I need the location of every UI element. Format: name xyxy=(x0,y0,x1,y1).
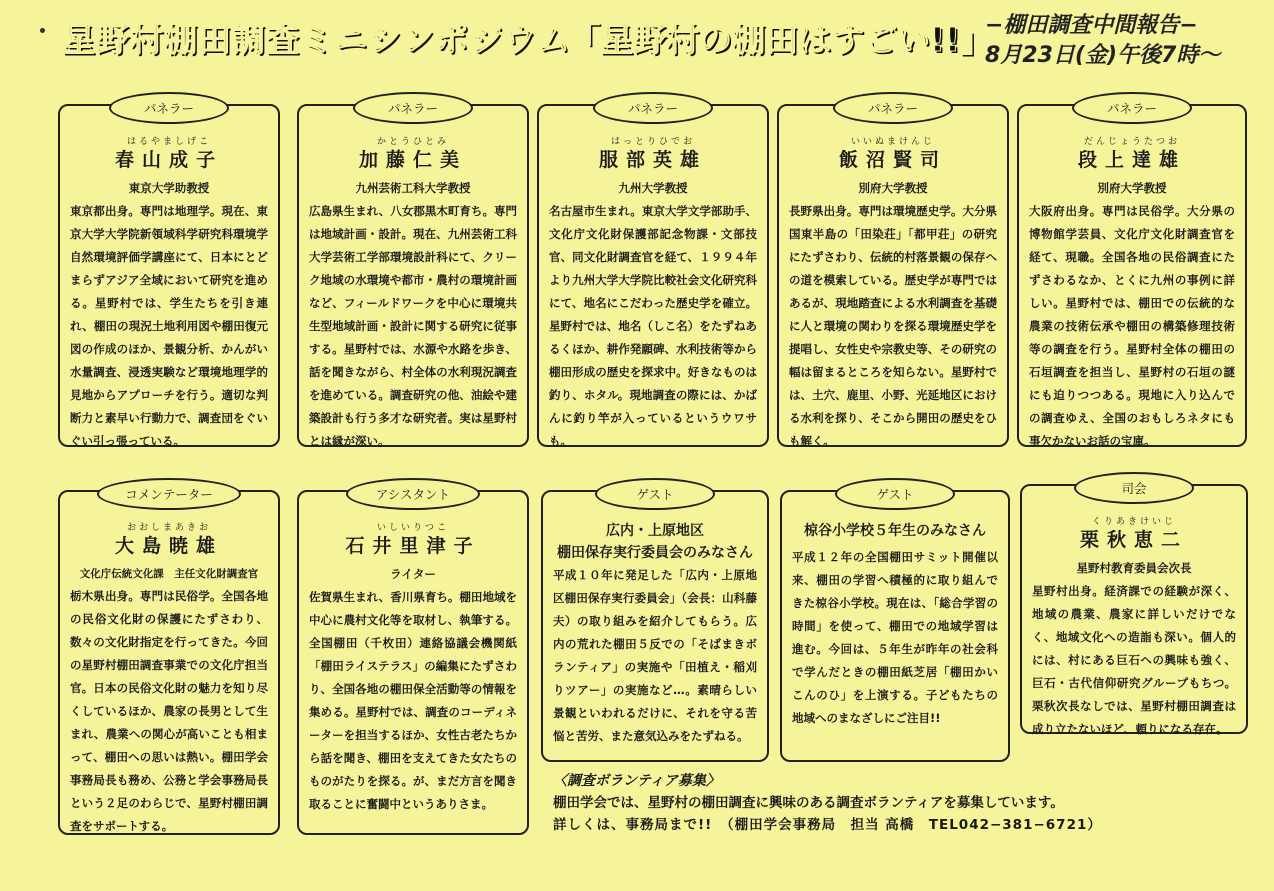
person-name: 大島暁雄 xyxy=(114,535,223,557)
role-label: パネラー xyxy=(593,92,713,124)
name-ruby: おおしまあきお xyxy=(126,523,211,533)
person-name: 春山成子 xyxy=(114,149,223,171)
biography: 平成１０年に発足した「広内・上原地区棚田保存実行委員会」（会長：山科藤夫）の取り組みを紹介してもらう。広内の荒れた棚田５反での「そばまきボランティア」の実施や「田植え・稲刈りツアー」の実施など…。素晴らしい景観といわれるだけに、それを守る苦悩と苦労、また意気込みをたずねる。 xyxy=(553,568,757,743)
panel-card xyxy=(537,101,769,448)
biography: 大阪府出身。専門は民俗学。大分県の博物館学芸員、文化庁文化財調査官を経て、現職。全国各地の民俗調査にたずさわるなか、とくに九州の事例に詳しい。星野村では、棚田での伝統的な農業の技術伝承や棚田の構築修理技術等の調査を行う。星野村全体の棚田の石垣調査を担当し、星野村の石垣の謎にも迫りつつある。現地に入り込んでの調査ゆえ、全国のおもしろネタにも事欠かないお話の宝庫。 xyxy=(1029,204,1235,448)
role-label: ゲスト xyxy=(595,478,715,510)
volunteer-notice xyxy=(553,770,1233,836)
assistant-card xyxy=(297,487,529,835)
biography: 佐賀県生まれ、香川県育ち。棚田地域を中心に農村文化等を取材し、執筆する。全国棚田（千枚田）連絡協議会機関紙「棚田ライステラス」の編集にたずさわり、全国各地の棚田保全活動等の情報を集める。星野村では、調査のコーディネーターを担当するほか、女性古老たちから話を聞き、棚田を支えてきた女たちのものがたりを探る。が、まだ方言を聞き取ることに奮闘中というありさま。 xyxy=(309,590,517,811)
name-ruby: だんじょうたつお xyxy=(1083,137,1180,147)
name-ruby: いいぬまけんじ xyxy=(850,137,935,147)
role-label: ゲスト xyxy=(835,478,955,510)
person-name: 石井里津子 xyxy=(345,535,481,557)
person-name: 栗秋恵二 xyxy=(1079,529,1188,551)
biography: 広島県生まれ、八女郡黒木町育ち。専門は地域計画・設計。現在、九州芸術工科大学芸術工学部環境設計科にて、クリーク地域の水環境や都市・農村の環境計画など、フィールドワークを中心に環境共生型地域計画・設計に関する研究に従事する。星野村では、水源や水路を歩き、話を聞きながら、村全体の水利現況調査を進めている。調査研究の他、油絵や建築設計も行う多才な研究者。実は星野村とは縁が深い。 xyxy=(309,204,517,448)
volunteer-title: 〈調査ボランティア募集〉 xyxy=(553,773,720,789)
guest-card xyxy=(780,487,1010,762)
name-ruby: はっとりひでお xyxy=(610,137,695,147)
moderator-card xyxy=(1020,481,1248,736)
biography: 東京都出身。専門は地理学。現在、東京大学大学院新領域科学研究科環境学自然環境評価学講座にて、日本にとどまらずアジア全域において研究を進める。星野村では、学生たちを引き連れ、棚田の現況土地利用図や棚田復元図の作成のほか、景観分析、かんがい水量調査、浸透実験など環境地理学的見地からアプローチを行う。適切な判断力と素早い行動力で、調査団をぐいぐい引っ張っている。 xyxy=(70,204,268,448)
affiliation: 九州大学教授 xyxy=(618,181,688,195)
guest-card xyxy=(541,487,769,762)
affiliation: 別府大学教授 xyxy=(1097,181,1167,195)
role-label: 司会 xyxy=(1074,472,1194,504)
biography: 名古屋市生まれ。東京大学文学部助手、文化庁文化財保護部記念物課・文部技官、同文化財調査官を経て、１９９４年より九州大学大学院比較社会文化研究科にて、地名にこだわった歴史学を確立。星野村では、地名（しこ名）をたずねあるくほか、耕作発願碑、水利技術等から棚田形成の歴史を探求中。好きなものは釣り、ホタル。現地調査の際には、かばんに釣り竿が入っているというウワサも。 xyxy=(549,204,757,448)
person-name: 服部英雄 xyxy=(598,149,707,171)
volunteer-text: 棚田学会では、星野村の棚田調査に興味のある調査ボランティアを募集しています。 xyxy=(553,795,1064,811)
panel-card xyxy=(777,101,1009,448)
panel-card xyxy=(58,101,280,448)
event-subtitle: 「星野村の棚田はすごい!!」 xyxy=(567,20,994,59)
role-label: パネラー xyxy=(109,92,229,124)
name-ruby: いしいりつこ xyxy=(376,523,449,533)
report-label: −棚田調査中間報告− xyxy=(985,13,1198,38)
event-title: 星野村棚田調査ミニシンポジウム xyxy=(62,20,571,59)
guest-name: 椋谷小学校５年生のみなさん xyxy=(804,523,986,539)
biography: 長野県出身。専門は環境歴史学。大分県国東半島の「田染荘」「都甲荘」の研究にたずさわり、伝統的村落景観の保存への道を模索している。歴史学が専門ではあるが、現地踏査による水利調査を基礎に人と環境の関わりを探る環境歴史学を提唱し、女性史や宗教史等、その研究の幅は留まるところを知らない。星野村では、土穴、鹿里、小野、光延地区における水利を探り、そこから開田の歴史をひも解く。 xyxy=(789,204,997,448)
role-label: パネラー xyxy=(353,92,473,124)
person-name: 飯沼賢司 xyxy=(838,149,947,171)
name-ruby: くりあきけいじ xyxy=(1091,517,1176,527)
biography: 星野村出身。経済課での経験が深く、地域の農業、農家に詳しいだけでなく、地域文化への造詣も深い。個人的には、村にある巨石への興味も強く、巨石・古代信仰研究グループもちつ。栗秋次長なしでは、星野村棚田調査は成り立たないほど、頼りになる存在。 xyxy=(1032,584,1236,736)
panel-card xyxy=(297,101,529,448)
affiliation: 九州芸術工科大学教授 xyxy=(355,181,471,195)
role-label: アシスタント xyxy=(346,478,480,510)
volunteer-contact: 詳しくは、事務局まで!! （棚田学会事務局 担当 高橋 TEL042−381−6721） xyxy=(553,817,1102,833)
affiliation: ライター xyxy=(390,567,436,581)
person-name: 加藤仁美 xyxy=(358,149,467,171)
name-ruby: はるやましげこ xyxy=(126,137,211,147)
role-label: パネラー xyxy=(833,92,953,124)
role-label: コメンテーター xyxy=(97,478,241,510)
affiliation: 東京大学助教授 xyxy=(128,181,210,195)
panel-card xyxy=(1017,101,1247,448)
affiliation: 別府大学教授 xyxy=(858,181,928,195)
event-datetime: 8月23日(金)午後7時〜 xyxy=(985,43,1221,68)
person-name: 段上達雄 xyxy=(1077,149,1186,171)
affiliation: 文化庁伝統文化課 主任文化財調査官 xyxy=(79,568,259,580)
biography: 栃木県出身。専門は民俗学。全国各地の民俗文化財の保護にたずさわり、数々の文化財指定を行ってきた。今回の星野村棚田調査事業での文化庁担当官。日本の民俗文化財の魅力を知り尽くしているほか、農家の長男として生まれ、農業への関心が高いことも相まって、棚田への思いは熱い。棚田学会事務局長も務め、公務と学会事務局長という２足のわらじで、星野村棚田調査をサポートする。 xyxy=(70,589,268,833)
biography: 平成１２年の全国棚田サミット開催以来、棚田の学習へ積極的に取り組んできた椋谷小学校。現在は、「総合学習の時間」を使って、棚田での地域学習は進む。今回は、５年生が昨年の社会科で学んだときの棚田紙芝居「棚田かいこんのひ」を上演する。子どもたちの地域へのまなざしにご注目!! xyxy=(792,550,998,725)
punch-dot xyxy=(40,28,45,33)
name-ruby: かとうひとみ xyxy=(376,137,449,147)
commentator-card xyxy=(58,487,280,835)
guest-name: 広内・上原地区 棚田保存実行委員会のみなさん xyxy=(557,523,753,561)
affiliation: 星野村教育委員会次長 xyxy=(1076,561,1192,575)
role-label: パネラー xyxy=(1072,92,1192,124)
